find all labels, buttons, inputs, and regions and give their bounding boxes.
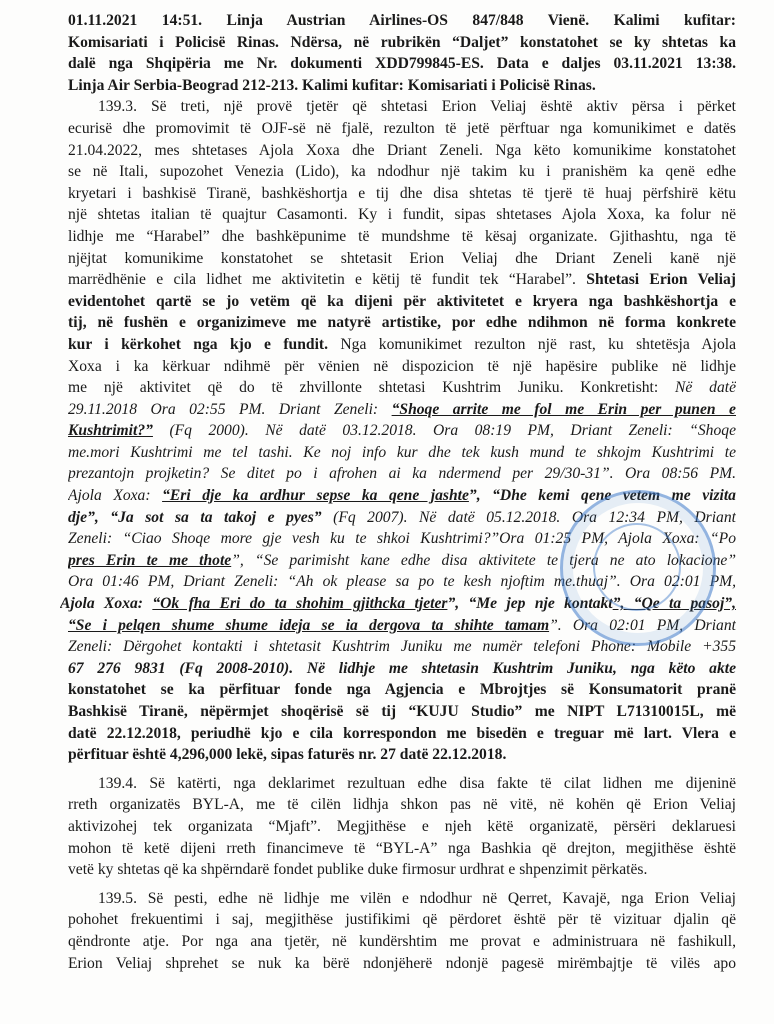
text-line: lidhje me “Harabel” dhe bashkëpunime të mundshme të kësaj organizate. Gjithashtu, nga të	[68, 227, 736, 245]
text-line: Kushtrimit?” (Fq 2000). Në datë 03.12.2018. Ora 08:19 PM, Driant Zeneli: “Shoqe	[68, 422, 736, 440]
text-line: me.mori Kushtrimi me tel tashi. Ke noj info kur dhe tek kush mund te shkojm Kushtrimi te	[68, 443, 736, 461]
text-line: 67 276 9831 (Fq 2008-2010). Në lidhje me shtetasin Kushtrim Juniku, nga këto akte	[68, 659, 736, 677]
text-line: se në Itali, supozohet Venezia (Lido), ka ndodhur një takim ku i pranishëm ka qenë edhe	[68, 163, 736, 181]
text-line: ecurisë dhe promovimit të OJF-së në fjalë, rezulton të jetë përftuar nga komunikimet e datës	[68, 119, 736, 137]
text-line: Bashkisë Tiranë, nëpërmjet shoqërisë së tij “KUJU Studio” me NIPT L71310015L, më	[68, 703, 736, 720]
text-line: Erion Veliaj shprehet se nuk ka bërë ndonjëherë ndonjë pagesë mirëmbajtje të vilës apo	[68, 954, 736, 972]
text-line: Linja Air Serbia-Beograd 212-213. Kalimi kufitar: Komisariati i Policisë Rinas.	[68, 76, 596, 94]
text-line: Komisariati i Policisë Rinas. Ndërsa, në rubrikën “Daljet” konstatohet se ky shtetas ka	[68, 33, 736, 51]
text-line: kryetari i bashkisë Tiranë, bashkëshortja e tij dhe disa shtetas të tjerë të huaj përfshirë këtu	[68, 184, 736, 202]
text-line: 21.04.2022, mes shtetases Ajola Xoxa dhe Driant Zeneli. Nga këto komunikime konstatohet	[68, 141, 736, 159]
text-line: Ajola Xoxa: “Eri dje ka ardhur sepse ka qene jashte”, “Dhe kemi qene vetem me vizita	[68, 487, 736, 505]
text-line: 01.11.2021 14:51. Linja Austrian Airlines-OS 847/848 Vienë. Kalimi kufitar:	[68, 12, 736, 29]
text-line: dalë nga Shqipëria me Nr. dokumenti XDD799845-ES. Data e daljes 03.11.2021 13:38.	[68, 55, 736, 73]
text-line: vetë ky shtetas që ka shpërndarë fondet publike duke firmosur urdhrat e shpenzimit përkatës.	[68, 861, 648, 879]
text-line: dje”, “Ja sot sa ta takoj e pyes” (Fq 2007). Në datë 05.12.2018. Ora 12:34 PM, Driant	[68, 508, 736, 526]
text-line: Zeneli: Dërgohet kontakti i shtetasit Kushtrim Juniku me numër telefoni Phone: Mobile +355	[68, 638, 736, 656]
text-line: Ajola Xoxa: “Ok fha Eri do ta shohim gjithcka tjeter”, “Me jep nje kontakt”, “Qe ta pasoj”,	[60, 595, 736, 613]
text-line: Ora 01:46 PM, Driant Zeneli: “Ah ok please sa po te kesh njoftim me.thuaj”. Ora 02:01 PM,	[68, 573, 736, 591]
text-line: një shtetas italian të quajtur Casamonti. Ky i fundit, sipas shtetases Ajola Xoxa, ka folur në	[68, 206, 736, 224]
text-line: Xoxa i ka kërkuar ndihmë për vënien në dispozicion të një hapësire publike në lidhje	[68, 357, 736, 375]
text-line: Zeneli: “Ciao Shoqe more gje vesh ku te shkoi Kushtrimi?”Ora 01:25 PM, Ajola Xoxa: “Po	[68, 530, 736, 548]
text-line: pohohet frekuentimi i saj, megjithëse justifikimi që përdoret është për të vizituar djalin që	[68, 911, 736, 929]
text-line: rreth organizatës BYL-A, me të cilën lidhja shkon pas në vitë, në kohën që Erion Veliaj	[68, 796, 736, 814]
text-line: qëndronte atje. Por nga ana tjetër, në kundërshtim me provat e administruara në fashikull,	[68, 932, 736, 950]
text-line: evidentohet qartë se jo vetëm që ka dijeni për aktivitetet e kryera nga bashkëshortja e	[68, 292, 736, 310]
text-line: mohon të ketë dijeni rreth financimeve të “BYL-A” nga Bashkia që drejton, megjithëse është	[68, 839, 736, 857]
text-line: aktivizohej tek organizata “Mjaft”. Megjithëse e njeh këtë organizatë, përsëri deklaruesi	[68, 817, 736, 835]
text-line: me një aktivitet që do të zhvillonte shtetasi Kushtrim Juniku. Konkretisht: Në datë	[68, 379, 736, 397]
text-line: njëjtat komunikime konstatohet se shtetasit Erion Veliaj dhe Driant Zeneli kanë një	[68, 249, 736, 267]
text-line: 29.11.2018 Ora 02:55 PM. Driant Zeneli: “Shoqe arrite me fol me Erin per punen e	[68, 400, 736, 418]
text-line: pres Erin te me thote”, “Se parimisht kane edhe disa aktivitete te tjera ne ato lokacione”	[68, 551, 736, 569]
paragraph-139-3-start: 139.3. Së treti, një provë tjetër që shtetasi Erion Veliaj është aktiv përsa i përket	[98, 98, 736, 116]
paragraph-139-5-start: 139.5. Së pesti, edhe në lidhje me vilën e ndodhur në Qerret, Kavajë, nga Erion Veliaj	[98, 889, 736, 907]
text-line: kur i kërkohet nga kjo e fundit. Nga komunikimet rezulton një rast, ku shtetësja Ajola	[68, 335, 736, 353]
paragraph-139-4-start: 139.4. Së katërti, nga deklarimet rezultuan edhe disa fakte të cilat lidhen me dijeninë	[98, 774, 736, 792]
text-line: marrëdhënie e cila lidhet me aktivitetin e këtij të fundit tek “Harabel”. Shtetasi Erion Veliaj	[68, 271, 736, 289]
text-line: datë 22.12.2018, periudhë kjo e cila korrespondon me bisedën e treguar më lart. Vlera e	[68, 724, 736, 742]
text-line: tij, në fushën e organizimeve me natyrë artistike, por edhe ndihmon në forma konkrete	[68, 314, 736, 332]
text-line: prezantojn projketin? Se ditet po i afrohen ai ka ndermend per 29/30-31”. Ora 08:56 PM.	[68, 465, 736, 483]
text-line: përfituar është 4,296,000 lekë, sipas faturës nr. 27 datë 22.12.2018.	[68, 746, 507, 764]
text-line: konstatohet se ka përfituar fonde nga Agjencia e Mbrojtjes së Konsumatorit pranë	[68, 681, 736, 699]
text-line: “Se i pelqen shume shume ideja se ia dergova ta shihte tamam”. Ora 02:01 PM, Driant	[68, 616, 736, 634]
